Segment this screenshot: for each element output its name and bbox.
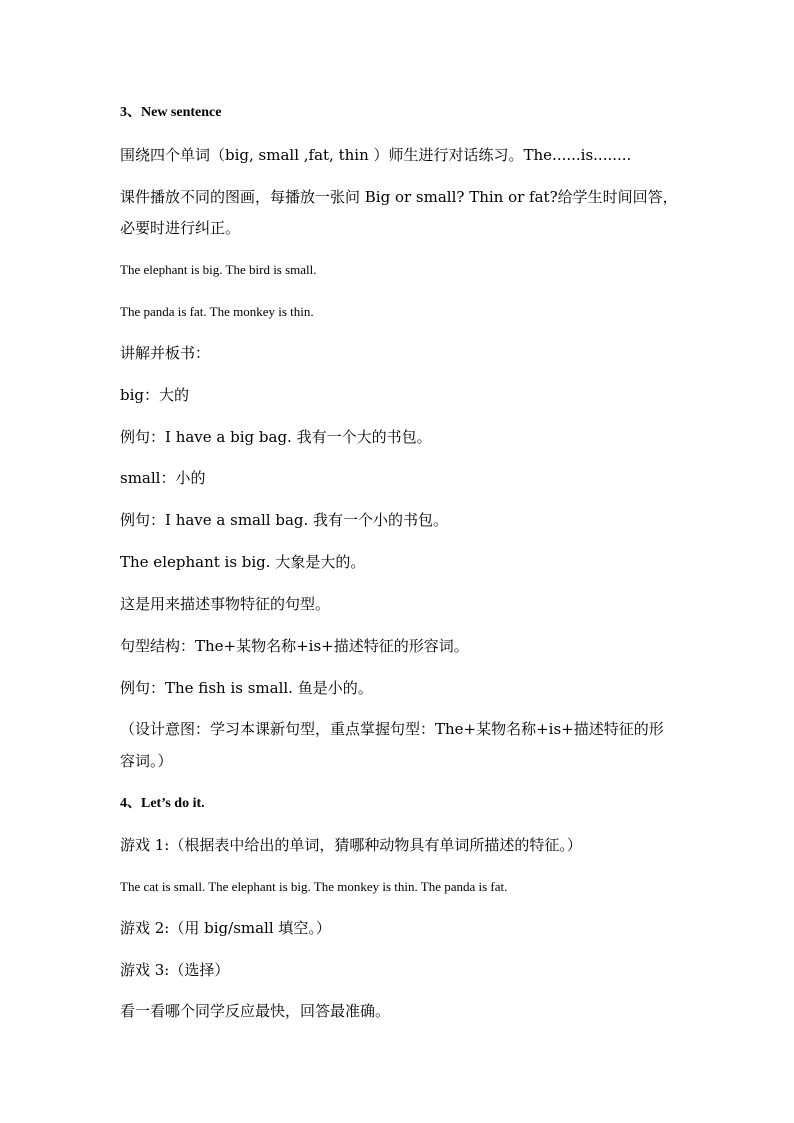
paragraph-line: 讲解并板书： [120, 344, 211, 362]
game-line: 游戏 1:（根据表中给出的单词，猜哪种动物具有单词所描述的特征。） [120, 836, 582, 854]
paragraph-line: 句型结构：The+某物名称+is+描述特征的形容词。 [120, 637, 469, 655]
example-sentence: The panda is fat. The monkey is thin. [120, 304, 314, 319]
vocabulary-line: small：小的 [120, 469, 206, 487]
game-line: 游戏 2:（用 big/small 填空。） [120, 919, 331, 937]
example-sentence: The elephant is big. The bird is small. [120, 262, 317, 277]
example-line: 例句：I have a big bag. 我有一个大的书包。 [120, 428, 432, 446]
paragraph-line: 课件播放不同的图画，每播放一张问 Big or small? Thin or fat?给学生时间回答， [120, 188, 678, 206]
example-sentence: The cat is small. The elephant is big. The monkey is thin. The panda is fat. [120, 879, 508, 894]
section-heading-4: 4、Let’s do it. [120, 796, 205, 811]
paragraph-line: 这是用来描述事物特征的句型。 [120, 595, 331, 613]
paragraph-line: 围绕四个单词（big, small ,fat, thin ）师生进行对话练习。The......is........ [120, 146, 632, 164]
paragraph-line: 看一看哪个同学反应最快，回答最准确。 [120, 1002, 391, 1020]
vocabulary-line: big：大的 [120, 386, 190, 404]
example-line: 例句：The fish is small. 鱼是小的。 [120, 679, 373, 697]
example-line: 例句：I have a small bag. 我有一个小的书包。 [120, 511, 449, 529]
paragraph-line: 必要时进行纠正。 [120, 219, 241, 237]
design-intent-line: 容词。） [120, 752, 173, 770]
example-line: The elephant is big. 大象是大的。 [120, 553, 366, 571]
game-line: 游戏 3:（选择） [120, 961, 230, 979]
design-intent-line: （设计意图：学习本课新句型，重点掌握句型：The+某物名称+is+描述特征的形 [120, 720, 664, 738]
section-heading-3: 3、New sentence [120, 105, 222, 120]
